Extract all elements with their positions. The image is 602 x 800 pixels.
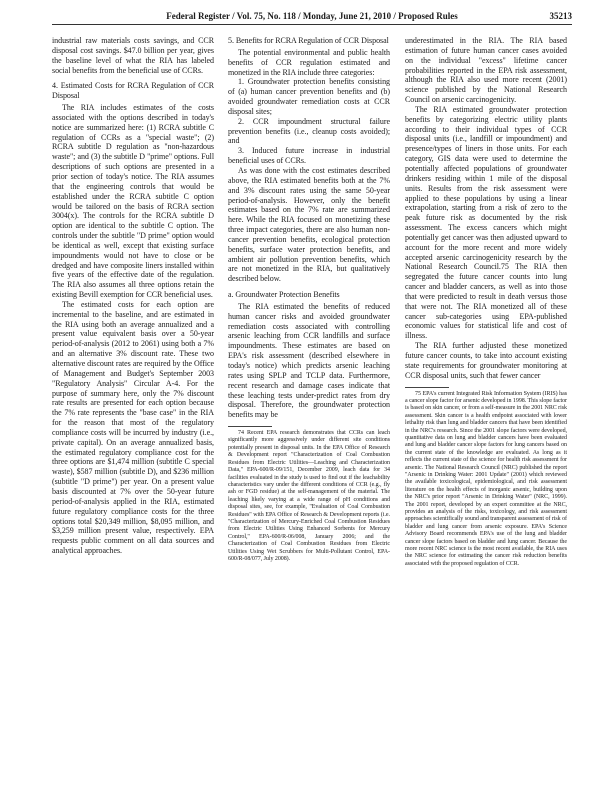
footnote-divider [405,387,449,388]
list-item: 3. Induced future increase in industrial beneficial uses of CCRs. [228,146,390,166]
paragraph: The RIA estimated the benefits of reduced human cancer risks and avoided groundwater remediation costs associated with controlling arsenic leaching from CCR landfills and surface impoundments. These estimates are based on EPA's risk assessment (described elsewhere in today's notice) which predicts arsenic leaching rates using SPLP and TCLP data. Furthermore, recent research and damage cases indicate that these leaching tests under-predict rates from dry disposal. Therefore, the groundwater protection benefits may be [228,301,390,420]
footnote: 74 Recent EPA research demonstrates that CCRs can leach significantly more aggressively under different site conditions potentially present in disposal units. In the EPA Office of Research & Development report "Characterization of Coal Combustion Residues from Electric Utilities—Leaching and Characterization Data," EPA-600/R-09/151, December 2009, leach data for 34 facilities evaluated in the study is used to find out if the leachability characteristics vary under the different conditions of CCR (e.g., fly ash or FGD residue) at the self-management of the material. The leaching likely varying at a wide range of pH conditions and disposal sites, see, for example, "Evaluation of Coal Combustion Residues" with EPA Office of Research & Development reports (i.e. "Characterization of Mercury-Enriched Coal Combustion Residues from Electric Utilities Using Enhanced Sorbents for Mercury Control," EPA-600/R-06/008, January 2006; and the Characterization of Coal Combustion Residues from Electric Utilities Using Wet Scrubbers for Multi-Pollutant Control, EPA-600/R-08/077, July 2008). [228,430,390,562]
page-number: 35213 [549,11,572,21]
page-header [52,8,572,25]
footnote-divider [228,426,272,427]
paragraph: The estimated costs for each option are incremental to the baseline, and are estimated in the RIA using both an average annualized and a present value equivalent basis over a 50-year period-of-analysis (2012 to 2061) using both a 7% and an alternative 3% discount rate. These two alternative discount rates are required by the Office of Management and Budget's September 2003 "Regulatory Analysis" Circular A-4. For the purpose of summary here, only the 7% discount rate results are presented for each option because the 7% rate represents the "base case" in the RIA for the reason that most of the regulatory compliance costs will be incurred by industry (i.e., private capital). On an average annualized basis, the estimated regulatory compliance cost for the three options are $1,474 million (subtitle C special waste), $587 million (subtitle D), and $236 million (subtitle "D prime") per year. On a present value basis discounted at 7% over the 50-year future period-of-analysis applied in the RIA, estimated future regulatory compliance costs for the three options total $20,349 million, $8,095 million, and $3,259 million present value, respectively. EPA requests public comment on all data sources and analytical approaches. [52,299,214,556]
paragraph: The RIA further adjusted these monetized future cancer counts, to take into account existing state requirements for groundwater monitoring at CCR disposal units, such that fewer cancer [405,341,567,380]
list-item: 2. CCR impoundment structural failure prevention benefits (i.e., cleanup costs avoided); and [228,116,390,146]
column-left [52,36,214,788]
section-heading: 5. Benefits for RCRA Regulation of CCR Disposal [228,36,389,45]
column-right [405,36,567,788]
paragraph: underestimated in the RIA. The RIA based estimation of future human cancer cases avoided on the individual "excess" lifetime cancer probabilities reported in the EPA risk assessment, although the RIA also used more recent (2001) science published by the National Research Council on arsenic carcinogenicity. [405,36,567,105]
paragraph: The RIA includes estimates of the costs associated with the options described in today's notice are summarized here: (1) RCRA subtitle C regulation of CCRs as a "special waste"; (2) RCRA subtitle D regulation as "non-hazardous waste"; and (3) the subtitle D "prime" options. Full descriptions of such options are presented in a prior section of today's notice. The RIA assumes that the engineering controls that would be established under the RCRA subtitle C option would be tailored on the basis of RCRA section 3004(x). The controls for the RCRA subtitle D option are identical to the subtitle C option. The controls under the subtitle "D prime" option would be identical as well, except that existing surface impoundments would not have to close or be dredged and have composite liners installed within five years of the effective date of the regulation. The RIA also assumes all three options retain the existing Bevill exemption for CCR beneficial uses. [52,103,214,300]
paragraph: The RIA estimated groundwater protection benefits by categorizing electric utility plants according to their individual types of CCR disposal units (i.e., landfill or impoundment) and presence/types of liners in those units. For each category, GIS data were used to determine the potentially affected populations of groundwater drinkers residing within 1 mile of the disposal units. Results from the risk assessment were applied to these populations by using a linear extrapolation, starting from a risk of zero to the peak future risk as documented by the risk assessment. The excess cancers which might potentially get cancer was then adjusted upward to account for the more recent and more widely accepted arsenic carcinogenicity research by the National Research Council.75 The RIA then segregated the future cancer counts into lung cancer and bladder cancers, as well as into those that were predicted to result in death versus those that were not. The RIA monetized all of these cancer sub-categories using EPA-published economic values for statistical life and cost of illness. [405,104,567,341]
list-item: 1. Groundwater protection benefits consisting of (a) human cancer prevention benefits and (b) avoided groundwater remediation costs at CCR disposal sites; [228,77,390,116]
paragraph: industrial raw materials costs savings, and CCR disposal cost savings. $47.0 billion per year, gives the baseline level of what the RIA has labeled social benefits from the beneficial use of CCRs. [52,36,214,75]
subsection-heading: a. Groundwater Protection Benefits [228,290,340,300]
section-heading: 4. Estimated Costs for RCRA Regulation of CCR Disposal [52,81,214,101]
footnote: 75 EPA's current Integrated Risk Information System (IRIS) has a cancer slope factor for arsenic developed in 1998. This slope factor is based on skin cancer, or from a self-measure in the 2001 NRC risk assessment. Skin cancer is a health endpoint associated with lower lethality risk than lung and bladder cancers that have been identified in the NRC's research. Since the 2001 slope factors were developed, quantitative data on lung and bladder cancers have been evaluated and lung and bladder cancer slope factors for lung cancers based on the current state of the knowledge are evaluated. As long as it reflects the current state of the science for health risk assessment for arsenic. The National Research Council (NRC) published the report "Arsenic in Drinking Water: 2001 Update" (2001) which reviewed the available toxicological, epidemiological, and risk assessment literature on the health effects of inorganic arsenic, building upon the NRC's prior report "Arsenic in Drinking Water" (NRC, 1999). The 2001 report, developed by an expert committee at the NRC, provides an analysis of the risks, toxicology, and risk assessment approaches scientifically sound and transparent assessment of risk of bladder and lung cancer from arsenic exposure. EPA's Science Advisory Board recommends EPA's use of the lung and bladder cancer slope factors based on bladder and lung cancer. Because the more recent NRC science is the most recent available, the RIA uses the NRC science for estimating the cancer risk reduction benefits associated with the proposed regulation of CCR. [405,390,567,567]
running-head: Federal Register / Vol. 75, No. 118 / Monday, June 21, 2010 / Proposed Rules [166,11,458,21]
column-middle [228,36,390,788]
paragraph: The potential environmental and public health benefits of CCR regulation estimated and monetized in the RIA include three categories: [228,47,390,77]
paragraph: As was done with the cost estimates described above, the RIA estimated benefits both at the 7% and 3% discount rates using the same 50-year period-of-analysis. However, only the benefit estimates based on the 7% rate are summarized here. While the RIA focused on monetizing these three impact categories, there are also human non-cancer prevention benefits, ecological protection benefits, surface water protection benefits, and ambient air pollution prevention benefits, which are not monetized in the RIA, but qualitatively described below. [228,165,390,284]
